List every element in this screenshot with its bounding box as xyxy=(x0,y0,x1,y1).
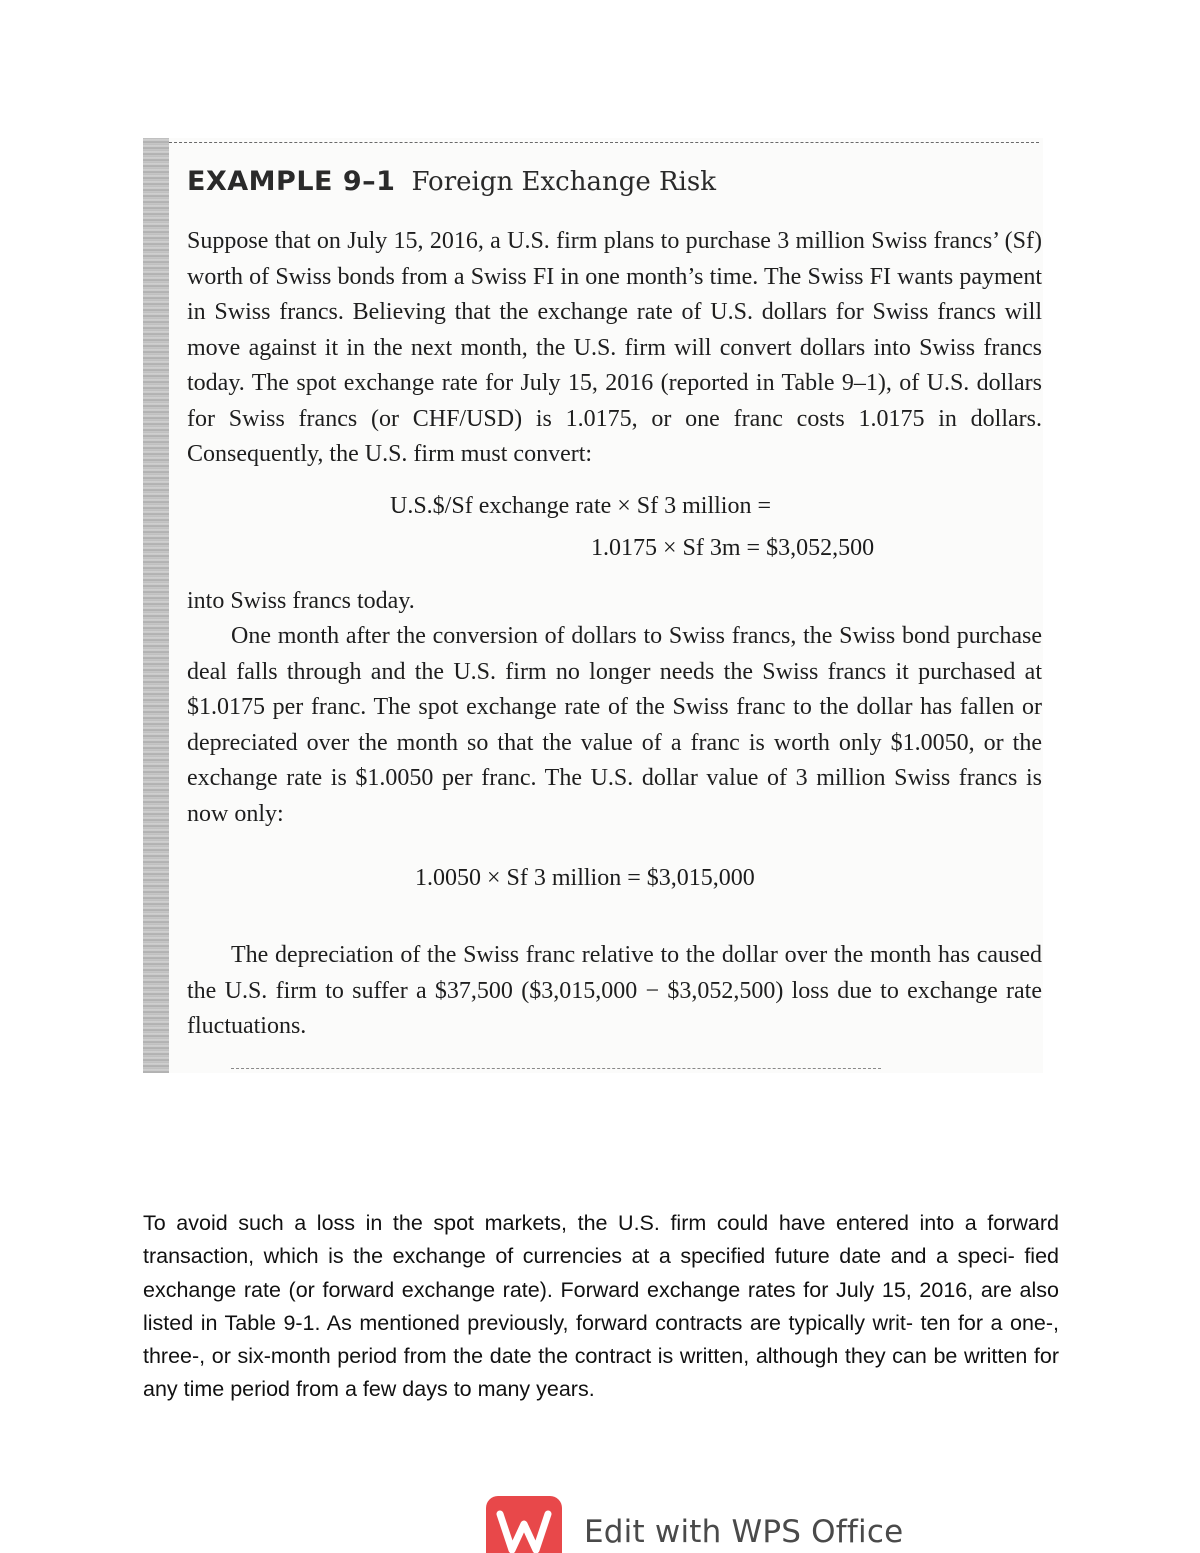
equation-2: 1.0050 × Sf 3 million = $3,015,000 xyxy=(415,865,755,891)
wps-edit-label: Edit with WPS Office xyxy=(584,1514,904,1550)
page-binding-edge xyxy=(143,138,169,1073)
body-paragraph: To avoid such a loss in the spot markets, the U.S. firm could have entered into a forward transaction, which is the exchange of currencies at a specified future date and a speci- fied exchange rate (or forward exchange rate). Forward exchange rates for July 15, 2016, are also listed in Table 9-1. As mentioned previously, forward contracts are typically writ- ten for a one-, three-, or six-month period from the date the contract is written, although they can be written for any time period from a few days to many years. xyxy=(143,1211,1059,1402)
example-paragraph-1: Suppose that on July 15, 2016, a U.S. firm plans to purchase 3 million Swiss francs’ (Sf) worth of Swiss bonds from a Swiss FI in one month’s time. The Swiss FI wants payment in Swiss francs. Believing that the exchange rate of U.S. dollars for Swiss francs will move against it in the next month, the U.S. firm will convert dollars into Swiss francs today. The spot exchange rate for July 15, 2016 (reported in Table 9–1), of U.S. dollars for Swiss francs (or CHF/USD) is 1.0175, or one franc costs 1.0175 in dollars. Consequently, the U.S. firm must convert: xyxy=(187,228,1042,467)
example-paragraph-4: The depreciation of the Swiss franc relative to the dollar over the month has caused the U.S. firm to suffer a $37,500 ($3,015,000 − $3,052,500) loss due to exchange rate fluctuations. xyxy=(187,942,1042,1039)
bottom-rule xyxy=(231,1068,881,1069)
equation-1-line-2: 1.0175 × Sf 3m = $3,052,500 xyxy=(591,535,875,561)
example-heading xyxy=(187,166,716,197)
example-paragraph-3: One month after the conversion of dollars to Swiss francs, the Swiss bond purchase deal falls through and the U.S. firm no longer needs the Swiss francs it purchased at $1.0175 per franc. The spot exchange rate of the Swiss franc to the dollar has fallen or depreciated over the month so that the value of a franc is worth only $1.0050, or the exchange rate is $1.0050 per franc. The U.S. dollar value of 3 million Swiss francs is now only: xyxy=(187,623,1042,827)
equation-1-line-1: U.S.$/Sf exchange rate × Sf 3 million = xyxy=(390,493,772,519)
wps-logo-icon xyxy=(486,1496,562,1553)
scanned-example-box xyxy=(143,138,1043,1073)
top-rule xyxy=(169,142,1039,143)
example-title: Foreign Exchange Risk xyxy=(411,167,716,197)
example-paragraph-2: into Swiss francs today. xyxy=(187,588,415,614)
edit-with-wps-banner[interactable] xyxy=(486,1496,906,1553)
example-label: EXAMPLE 9–1 xyxy=(187,166,396,197)
